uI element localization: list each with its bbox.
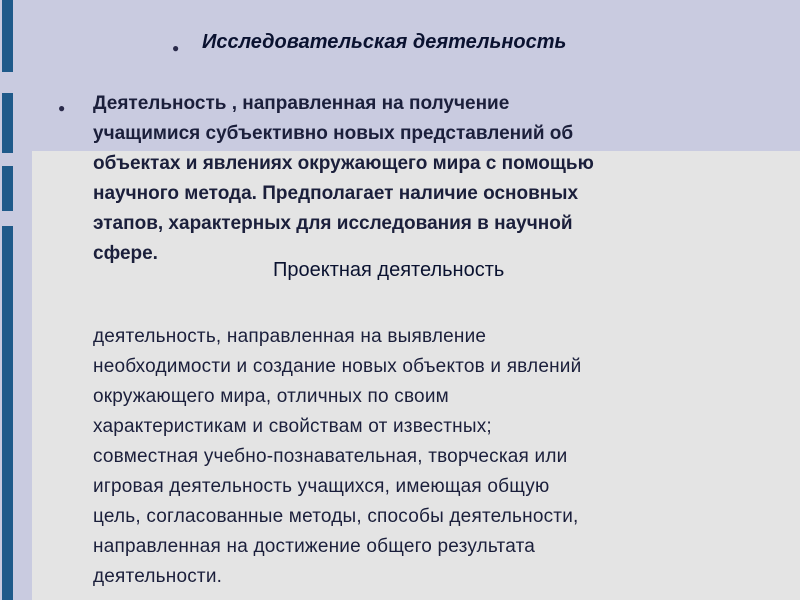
project-line: необходимости и создание новых объектов и явлений [93,356,582,377]
accent-bar-segment [2,226,13,600]
definition-line: научного метода. Предполагает наличие основных [93,183,579,204]
project-line: цель, согласованные методы, способы деятельности, [93,506,579,527]
definition-line: этапов, характерных для исследования в научной [93,213,573,234]
definition-line: сфере. [93,243,158,264]
project-activity-title: Проектная деятельность [273,259,505,281]
project-line: совместная учебно-познавательная, творческая или [93,446,568,467]
accent-bar-segment [2,93,13,153]
accent-bar-segment [2,166,13,211]
heading-bullet: ● [172,41,180,55]
definition-bullet: ● [58,101,66,115]
slide-heading: Исследовательская деятельность [202,31,567,53]
project-line: деятельности. [93,566,223,587]
research-definition [93,89,753,269]
definition-line: объектах и явлениях окружающего мира с помощью [93,153,594,174]
project-definition [93,322,773,592]
definition-line: Деятельность , направленная на получение [93,93,510,114]
accent-bar-segment [2,0,13,72]
project-line: окружающего мира, отличных по своим [93,386,449,407]
left-accent-bar [0,0,16,600]
project-line: игровая деятельность учащихся, имеющая общую [93,476,550,497]
project-line: направленная на достижение общего результата [93,536,536,557]
project-line: деятельность, направленная на выявление [93,326,487,347]
definition-line: учащимися субъективно новых представлений об [93,123,574,144]
project-line: характеристикам и свойствам от известных; [93,416,492,437]
